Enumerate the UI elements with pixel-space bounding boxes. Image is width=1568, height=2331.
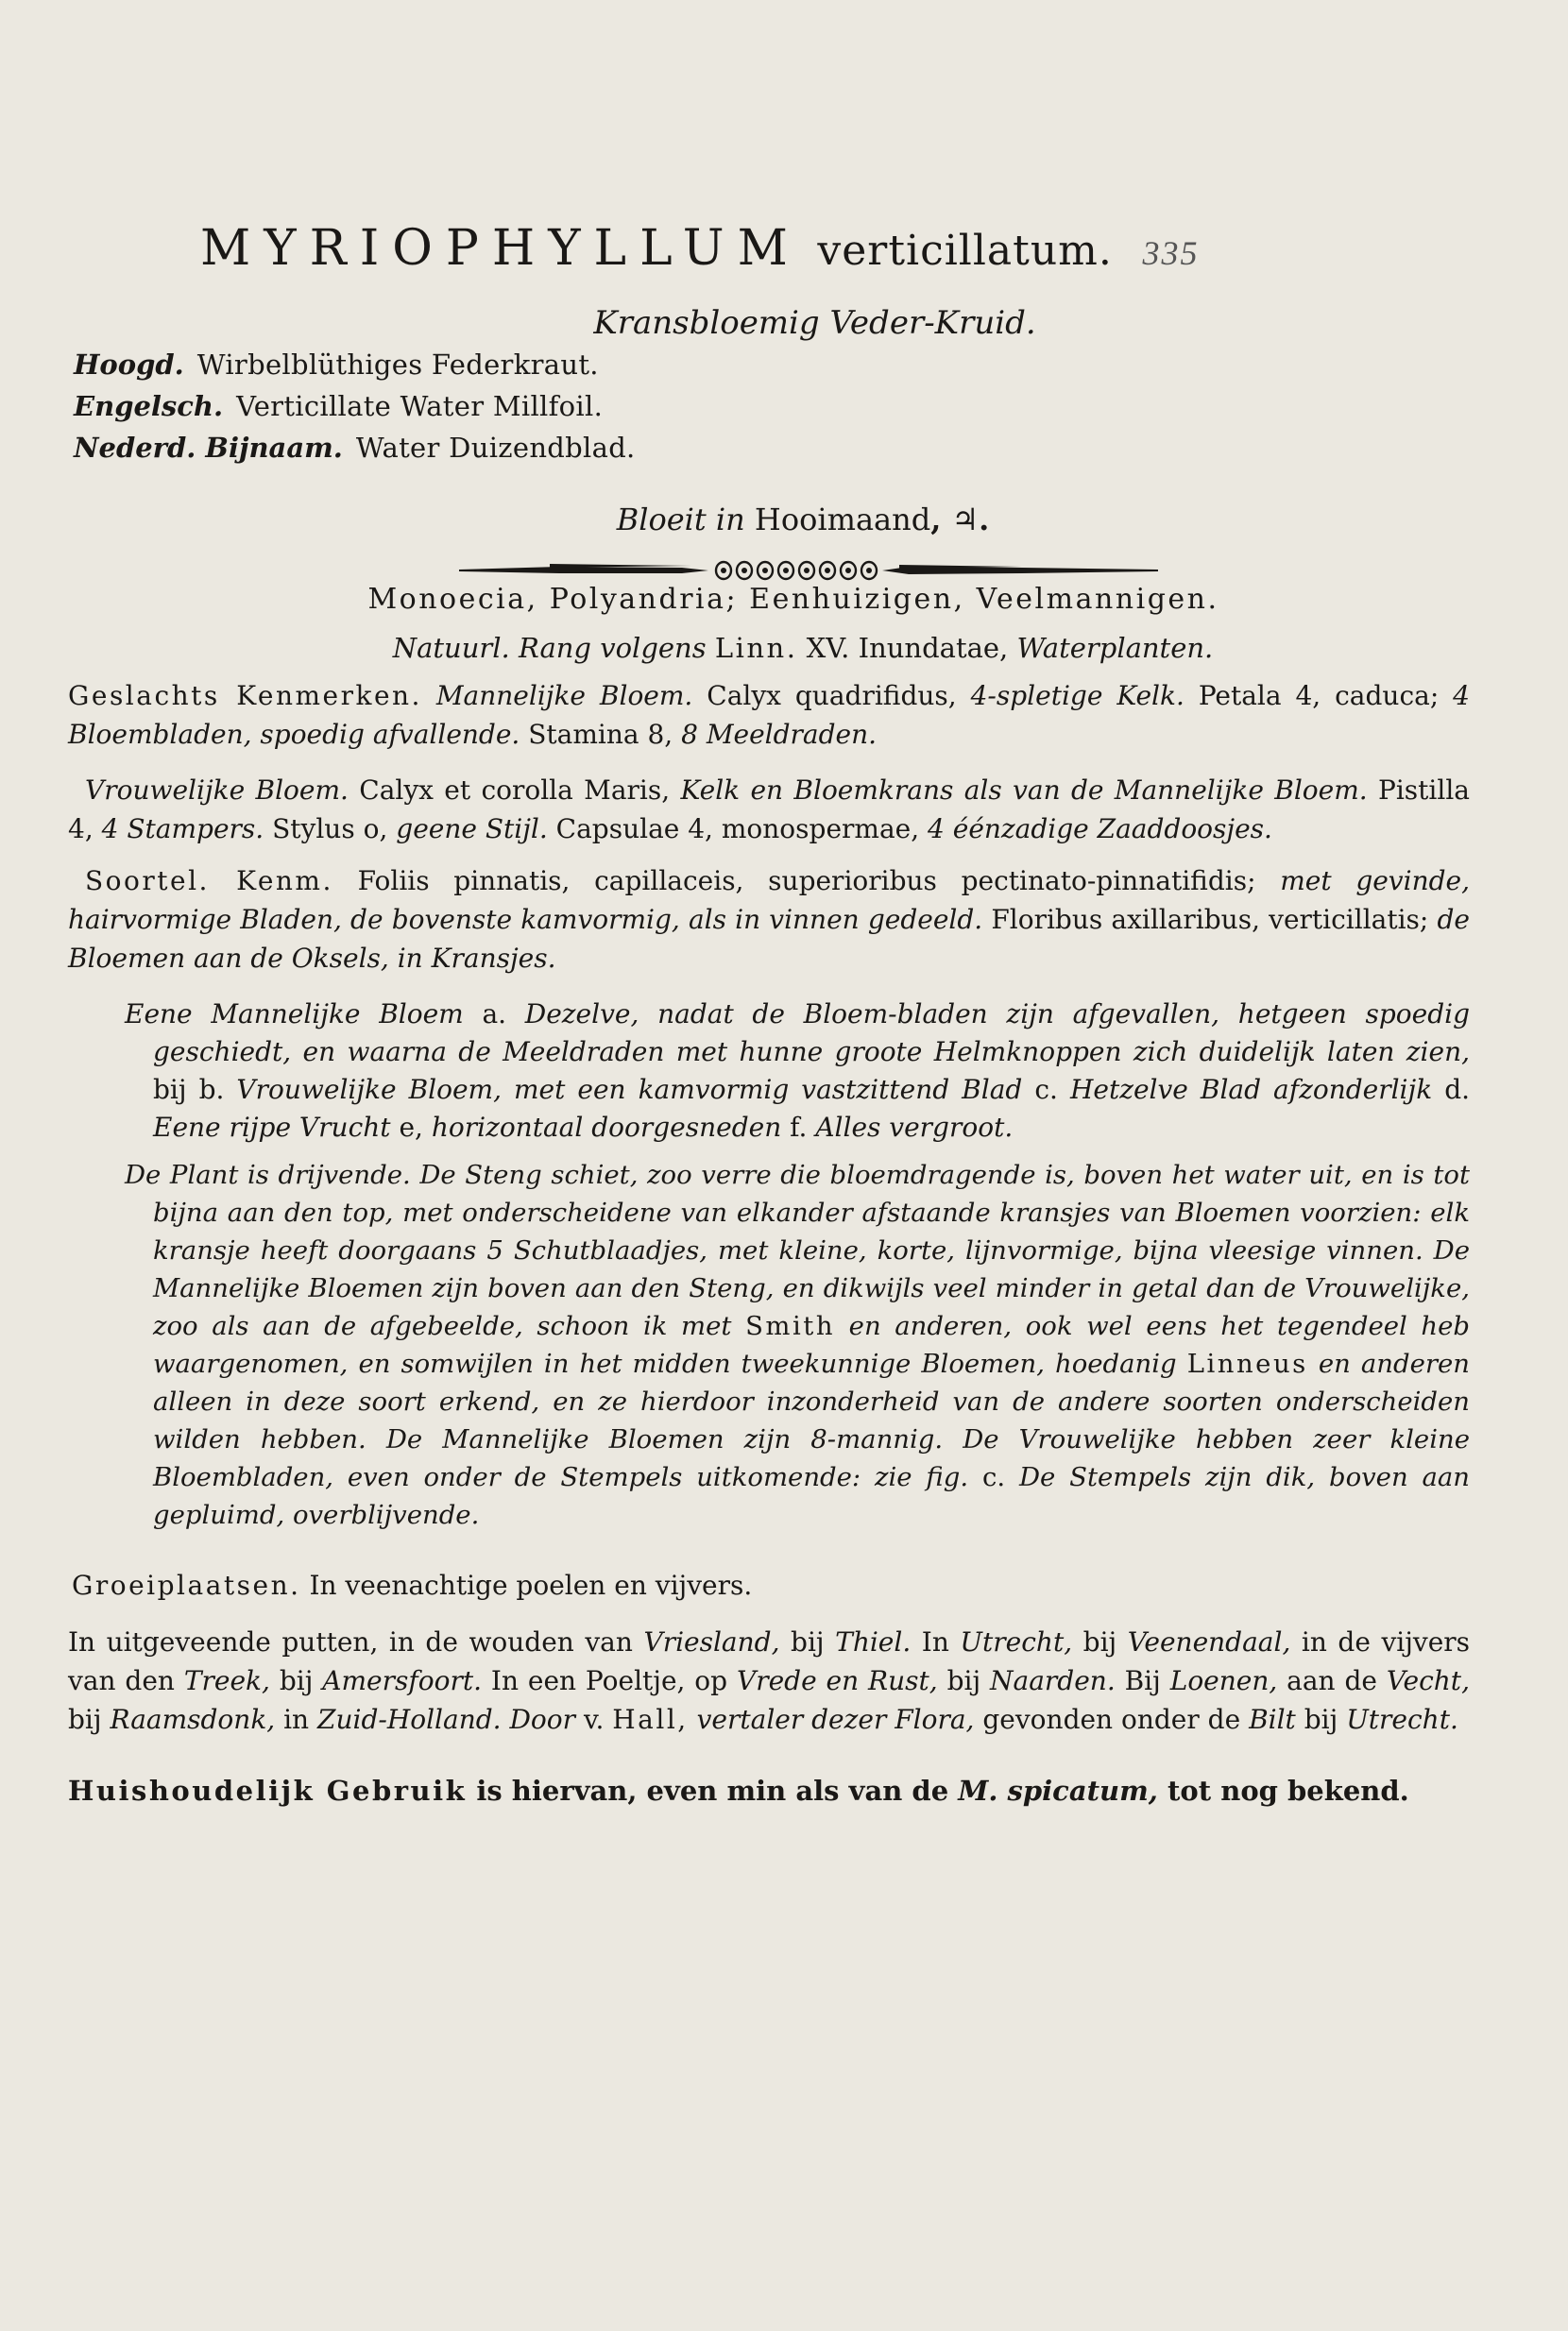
finder-prefix: Door	[509, 1704, 576, 1735]
natural-rank	[0, 625, 1568, 671]
plant-description	[125, 1156, 1470, 1534]
natural-rank-label: Natuurl. Rang volgens	[392, 632, 707, 664]
natural-rank-dutch: Waterplanten.	[1016, 632, 1214, 664]
male-petals-dutch: 4 Bloembladen, spoedig afvallende.	[68, 680, 1470, 750]
male-stamens-dutch: 8 Meeldraden.	[681, 719, 878, 750]
localities-text: In	[921, 1626, 949, 1658]
linnaean-classes: Monoecia, Polyandria; Eenhuizigen, Veelmannigen.	[367, 583, 1219, 616]
figure-text: Eene rijpe Vrucht	[153, 1112, 391, 1143]
female-flower-label: Vrouwelijke Bloem.	[85, 774, 349, 806]
figure-explanation	[125, 995, 1470, 1147]
female-pistils-dutch: 4 Stampers.	[101, 813, 264, 844]
species-epithet: verticillatum.	[817, 227, 1113, 275]
figure-ref-e: e,	[399, 1112, 423, 1143]
author-smith: Smith	[745, 1311, 836, 1341]
figure-ref-c: c.	[981, 1462, 1006, 1492]
place-thiel: Thiel.	[835, 1626, 912, 1658]
household-text: is hiervan, even min als van de	[476, 1775, 949, 1807]
habitat-text: In veenachtige poelen en vijvers.	[309, 1570, 753, 1601]
female-flower-characters	[68, 771, 1470, 848]
household-species: M. spicatum,	[958, 1775, 1158, 1807]
page-number: 335	[1142, 234, 1200, 272]
species-characters	[68, 861, 1470, 978]
female-style-text: Stylus o,	[272, 813, 388, 844]
place-friesland: Vriesland,	[643, 1626, 780, 1658]
female-calyx-text: Calyx et corolla Maris,	[359, 774, 671, 806]
household-text: tot nog bekend.	[1167, 1775, 1409, 1807]
genus-characters-heading: Geslachts Kenmerken.	[68, 680, 422, 711]
language-label: Hoogd.	[74, 349, 184, 381]
female-pistils-text: Pistilla 4,	[68, 774, 1470, 844]
localities-text: Bij	[1124, 1665, 1161, 1696]
place-vecht: Vecht,	[1386, 1665, 1470, 1696]
figure-text: horizontaal doorgesneden	[431, 1112, 782, 1143]
figure-text: Hetzelve Blad afzonderlijk	[1069, 1074, 1433, 1105]
vernacular-name: Wirbelblüthiges Federkraut.	[196, 349, 599, 381]
vernacular-name: Verticillate Water Millfoil.	[236, 390, 604, 422]
place-vrede-en-rust: Vrede en Rust,	[736, 1665, 938, 1696]
finder-initial: v.	[583, 1704, 605, 1735]
male-petals-text: Petala 4, caduca;	[1198, 680, 1440, 711]
name-row-english	[74, 385, 924, 427]
place-naarden: Naarden.	[990, 1665, 1116, 1696]
place-amersfoort: Amersfoort.	[322, 1665, 482, 1696]
language-label: Nederd. Bijnaam.	[74, 432, 343, 464]
habitat-heading: Groeiplaatsen.	[72, 1570, 301, 1601]
natural-rank-value: XV. Inundatae,	[806, 632, 1009, 664]
female-capsule-dutch: 4 éénzadige Zaaddoosjes.	[928, 813, 1272, 844]
localities-text: in de vijvers van den	[68, 1626, 1471, 1696]
name-row-german	[74, 344, 924, 385]
name-row-dutch	[74, 427, 924, 468]
figure-text: Eene Mannelijke Bloem	[125, 998, 464, 1029]
habitat	[72, 1566, 1474, 1605]
finder-role: vertaler dezer Flora,	[696, 1704, 975, 1735]
flowering-line	[0, 497, 1568, 542]
description-text: en anderen, ook wel eens het tegendeel heb waargenomen, en somwijlen in het midden tweekunnige Bloemen, hoedanig	[153, 1311, 1471, 1379]
place-zuid-holland: Zuid-Holland.	[317, 1704, 502, 1735]
bloom-label: Bloeit in	[616, 502, 745, 537]
household-use	[68, 1772, 1470, 1811]
dutch-title: Kransbloemig Veder-Kruid.	[593, 304, 1036, 342]
finder-name: Hall,	[612, 1704, 689, 1735]
vernacular-name: Water Duizendblad.	[355, 432, 636, 464]
figure-ref-a: a.	[482, 998, 507, 1029]
localities-text: bij	[1082, 1626, 1117, 1658]
species-flowers-dutch: de Bloemen aan de Oksels, in Kransjes.	[68, 904, 1470, 974]
male-stamens-text: Stamina 8,	[528, 719, 673, 750]
figure-text: Alles vergroot.	[815, 1112, 1014, 1143]
description-text: De Plant is drijvende. De Steng schiet, zoo verre die bloemdragende is, boven het water uit, en is tot bijna aan den top, met onderscheidene van elkander afstaande kransjes van Bloemen voorzien: elk kransje heeft doorgaans 5 Schutblaadjes, met kleine, korte, lijnvormige, bijna vleesige vinnen. De Mannelijke Bloemen zijn boven aan den Steng, en dikwijls veel minder in getal dan de Vrouwelijke, zoo als aan de afgebeelde, schoon ik met	[125, 1160, 1470, 1341]
figure-ref-b: bij b.	[153, 1074, 225, 1105]
vernacular-names	[74, 344, 924, 468]
genus-name: MYRIOPHYLLUM	[200, 220, 801, 277]
male-calyx-text: Calyx quadrifidus,	[707, 680, 957, 711]
place-loenen: Loenen,	[1169, 1665, 1278, 1696]
description-text: en anderen alleen in deze soort erkend, en ze hierdoor inzonderheid van de andere soorten onderscheiden wilden hebben. De Mannelijke Bloemen zijn 8-mannig. De Vrouwelijke hebben zeer kleine Bloembladen, even onder de Stempels uitkomende: zie fig.	[153, 1349, 1470, 1492]
species-leaves-dutch: met gevinde, hairvormige Bladen, de bovenste kamvormig, als in vinnen gedeeld.	[68, 865, 1471, 935]
localities	[68, 1623, 1470, 1739]
figure-text: Vrouwelijke Bloem, met een kamvormig vastzittend Blad	[236, 1074, 1023, 1105]
place-veenendaal: Veenendaal,	[1127, 1626, 1291, 1658]
species-leaves-text: Foliis pinnatis, capillaceis, superioribus pectinato-pinnatifidis;	[357, 865, 1256, 896]
female-capsule-text: Capsulae 4, monospermae,	[555, 813, 920, 844]
female-style-dutch: geene Stijl.	[396, 813, 548, 844]
place-utrecht: Utrecht,	[960, 1626, 1073, 1658]
bloom-month: Hooimaand	[754, 502, 931, 537]
figure-ref-d: d.	[1444, 1074, 1471, 1105]
description-text: De Stempels zijn dik, boven aan gepluimd, overblijvende.	[153, 1462, 1470, 1530]
localities-text: aan de	[1287, 1665, 1377, 1696]
species-title	[200, 215, 1475, 286]
localities-text: bij	[946, 1665, 981, 1696]
localities-text: In een Poeltje, op	[490, 1665, 728, 1696]
localities-text: in	[283, 1704, 310, 1735]
place-raamsdonk: Raamsdonk,	[110, 1704, 276, 1735]
localities-text: bij	[68, 1704, 102, 1735]
perennial-symbol: , ♃.	[930, 502, 990, 537]
place-utrecht-2: Utrecht.	[1346, 1704, 1458, 1735]
language-label: Engelsch.	[74, 390, 224, 422]
species-flowers-text: Floribus axillaribus, verticillatis;	[991, 904, 1429, 935]
male-flower-label: Mannelijke Bloem.	[435, 680, 693, 711]
figure-ref-c: c.	[1034, 1074, 1058, 1105]
household-heading: Huishoudelijk Gebruik	[68, 1775, 468, 1807]
localities-text: bij	[791, 1626, 825, 1658]
author-linneus: Linneus	[1186, 1349, 1308, 1379]
localities-text: bij	[1304, 1704, 1338, 1735]
localities-text: gevonden onder de	[982, 1704, 1241, 1735]
male-calyx-dutch: 4-spletige Kelk.	[970, 680, 1185, 711]
species-characters-heading: Soortel. Kenm.	[85, 865, 333, 896]
genus-characters	[68, 676, 1470, 754]
localities-text: In uitgeveende putten, in de wouden van	[68, 1626, 633, 1658]
linnaeus-name: Linn.	[714, 632, 798, 664]
figure-text: Dezelve, nadat de Bloem-bladen zijn afgevallen, hetgeen spoedig geschiedt, en waarna de Meeldraden met hunne groote Helmknoppen zich duidelijk laten zien,	[153, 998, 1470, 1067]
localities-text: bij	[279, 1665, 314, 1696]
place-bilt: Bilt	[1249, 1704, 1296, 1735]
place-treek: Treek,	[183, 1665, 270, 1696]
figure-ref-f: f.	[790, 1112, 808, 1143]
female-calyx-dutch: Kelk en Bloemkrans als van de Mannelijke Bloem.	[680, 774, 1368, 806]
